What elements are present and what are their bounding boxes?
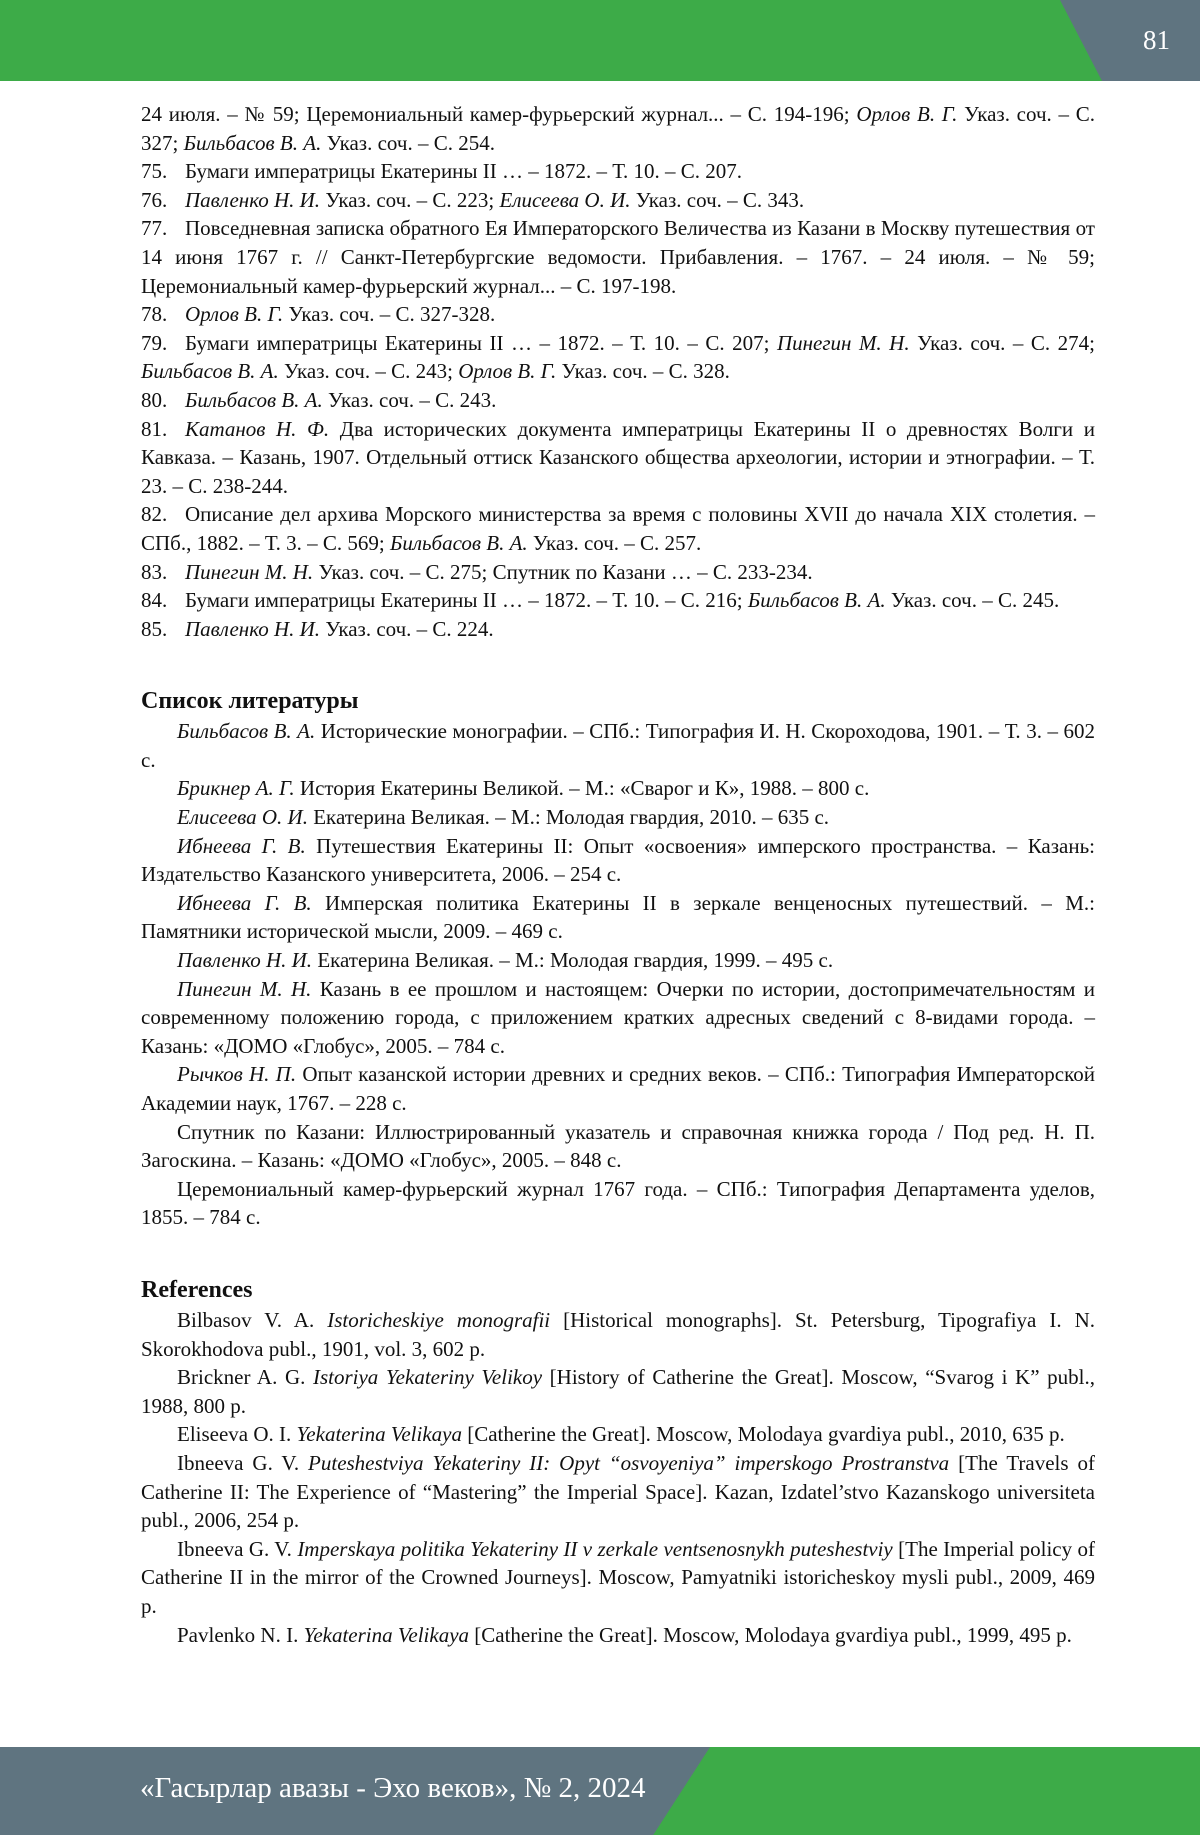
literature-item — [141, 1060, 1095, 1117]
text-segment: [Catherine the Great]. Moscow, Molodaya gvardiya publ., 2010, 635 p. — [461, 1422, 1065, 1447]
italic-segment: Пинегин М. Н. — [177, 976, 312, 1001]
text-segment: История Екатерины Великой. – М.: «Сварог и К», 1988. – 800 с. — [294, 776, 870, 801]
text-segment: Указ. соч. – С. 328. — [556, 359, 730, 384]
literature-heading: Список литературы — [141, 688, 359, 715]
endnote-number: 83. — [141, 559, 168, 584]
endnote — [141, 500, 1095, 557]
text-segment: Bilbasov V. A. — [177, 1307, 328, 1332]
literature-item — [141, 946, 1095, 975]
italic-segment: Бильбасов В. А. — [141, 359, 279, 384]
italic-segment: Ибнеева Г. В. — [177, 833, 306, 858]
text-segment: Ibneeva G. V. — [177, 1450, 309, 1475]
endnote — [141, 214, 1095, 300]
reference-item — [141, 1363, 1095, 1420]
endnote-number: 77. — [141, 216, 168, 241]
references-heading: References — [141, 1276, 253, 1303]
endnote-number: 75. — [141, 159, 168, 184]
text-segment: [The Travels of Catherine II: The Experience of “Mastering” the Imperial Space]. Kazan, Izdatel’stvo Kazanskogo universiteta publ., 2006, 254 p. — [141, 1450, 1095, 1533]
italic-segment: Istoriya Yekateriny Velikoy — [312, 1365, 543, 1390]
reference-item — [141, 1420, 1095, 1449]
text-segment: Указ. соч. – С. 243. — [322, 387, 497, 412]
endnote — [141, 300, 1095, 329]
italic-segment: Елисеева О. И. — [177, 805, 308, 830]
endnotes-list — [141, 100, 1095, 643]
text-segment: Указ. соч. – С. 274; — [909, 330, 1095, 355]
literature-item — [141, 774, 1095, 803]
endnote — [141, 100, 1095, 157]
italic-segment: Бильбасов В. А. — [185, 387, 323, 412]
text-segment: Спутник по Казани: Иллюстрированный указатель и справочная книжка города / Под ред. Н. П. Загоскина. – Казань: «ДОМО «Глобус», 2005. – 848 с. — [141, 1119, 1095, 1173]
references-list — [141, 1306, 1095, 1649]
endnote-number: 76. — [141, 187, 168, 212]
endnote-number: 82. — [141, 502, 168, 527]
text-segment: Указ. соч. – С. 343. — [630, 187, 805, 212]
text-segment: Ibneeva G. V. — [177, 1536, 298, 1561]
text-segment: Путешествия Екатерины II: Опыт «освоения» имперского пространства. – Казань: Издательство Казанского университета, 2006. – 254 с. — [141, 833, 1096, 887]
endnote-number: 79. — [141, 330, 168, 355]
text-segment: Бумаги императрицы Екатерины II … – 1872. – Т. 10. – С. 207; — [185, 330, 777, 355]
literature-item — [141, 1175, 1095, 1232]
endnote — [141, 386, 1095, 415]
literature-list — [141, 717, 1095, 1232]
italic-segment: Бильбасов В. А. — [747, 588, 886, 613]
italic-segment: Павленко Н. И. — [185, 616, 321, 641]
endnote — [141, 586, 1095, 615]
reference-item — [141, 1306, 1095, 1363]
italic-segment: Пинегин М. Н. — [185, 559, 314, 584]
literature-item — [141, 889, 1095, 946]
italic-segment: Пинегин М. Н. — [776, 330, 910, 355]
literature-item — [141, 975, 1095, 1061]
text-segment: Указ. соч. – С. 223; — [320, 187, 500, 212]
endnote — [141, 615, 1095, 644]
italic-segment: Павленко Н. И. — [177, 948, 313, 973]
italic-segment: Рычков Н. П. — [177, 1062, 297, 1087]
endnote-number: 85. — [141, 616, 168, 641]
text-segment: Eliseeva O. I. — [177, 1422, 297, 1447]
reference-item — [141, 1535, 1095, 1621]
italic-segment: Катанов Н. Ф. — [185, 416, 330, 441]
text-segment: Указ. соч. – С. 245. — [885, 588, 1060, 613]
endnote-number: 81. — [141, 416, 168, 441]
text-segment: Указ. соч. – С. 275; Спутник по Казани … – С. 233-234. — [313, 559, 813, 584]
italic-segment: Орлов В. Г. — [185, 302, 284, 327]
italic-segment: Орлов В. Г. — [856, 102, 958, 126]
text-segment: [The Imperial policy of Catherine II in the mirror of the Crowned Journeys]. Moscow, Pamyatniki istoricheskoy mysli publ., 2009, 469 p. — [141, 1536, 1095, 1618]
italic-segment: Орлов В. Г. — [458, 359, 557, 384]
endnote — [141, 157, 1095, 186]
italic-segment: Imperskaya politika Yekateriny II v zerkale ventsenosnykh puteshestviy — [297, 1536, 893, 1561]
text-segment: Brickner A. G. — [177, 1365, 313, 1390]
page-content — [141, 100, 1095, 1649]
text-segment: Указ. соч. – С. 243; — [278, 359, 459, 384]
text-segment: Описание дел архива Морского министерства за время с половины XVII до начала XIX столетия. – СПб., 1882. – Т. 3. – С. 569; — [141, 502, 1095, 555]
endnote-number: 80. — [141, 387, 168, 412]
text-segment: Казань в ее прошлом и настоящем: Очерки по истории, достопримечательностям и современному положению города, с приложением кратких адресных сведений с 8-видами города. – Казань: «ДОМО «Глобус», 2005. – 784 с. — [141, 976, 1095, 1058]
endnote — [141, 415, 1095, 501]
text-segment: Екатерина Великая. – М.: Молодая гвардия, 2010. – 635 с. — [307, 805, 830, 830]
literature-item — [141, 1118, 1095, 1175]
text-segment: Бумаги императрицы Екатерины II … – 1872. – Т. 10. – С. 216; — [185, 588, 748, 613]
reference-item — [141, 1621, 1095, 1650]
reference-item — [141, 1449, 1095, 1535]
endnote — [141, 329, 1095, 386]
endnote-number: 84. — [141, 588, 168, 613]
literature-item — [141, 717, 1095, 774]
text-segment: Исторические монографии. – СПб.: Типография И. Н. Скороходова, 1901. – Т. 3. – 602 с. — [141, 719, 1095, 772]
text-segment: Указ. соч. – С. 327-328. — [283, 302, 496, 327]
header-band — [0, 0, 1200, 81]
italic-segment: Yekaterina Velikaya — [303, 1622, 470, 1647]
italic-segment: Puteshestviya Yekateriny II: Opyt “osvoyeniya” imperskogo Prostranstva — [308, 1450, 950, 1475]
text-segment: Указ. соч. – С. 327; — [141, 102, 1096, 155]
italic-segment: Елисеева О. И. — [499, 187, 631, 212]
italic-segment: Павленко Н. И. — [185, 187, 321, 212]
endnote-number: 78. — [141, 302, 168, 327]
endnote — [141, 558, 1095, 587]
text-segment: Бумаги императрицы Екатерины II … – 1872. – Т. 10. – С. 207. — [185, 159, 743, 184]
text-segment: Указ. соч. – С. 257. — [527, 530, 702, 555]
italic-segment: Ибнеева Г. В. — [177, 890, 312, 915]
italic-segment: Istoricheskiye monografii — [327, 1307, 551, 1332]
text-segment: [History of Catherine the Great]. Moscow, “Svarog i K” publ., 1988, 800 p. — [141, 1365, 1095, 1418]
italic-segment: Yekaterina Velikaya — [296, 1422, 462, 1447]
literature-item — [141, 832, 1095, 889]
text-segment: Указ. соч. – С. 224. — [320, 616, 494, 641]
text-segment: Указ. соч. – С. 254. — [321, 130, 495, 155]
text-segment: Екатерина Великая. – М.: Молодая гвардия, 1999. – 495 с. — [312, 948, 834, 973]
italic-segment: Брикнер А. Г. — [177, 776, 295, 801]
text-segment: [Catherine the Great]. Moscow, Molodaya gvardiya publ., 1999, 495 p. — [469, 1622, 1072, 1647]
page-number: 81 — [1143, 25, 1170, 55]
italic-segment: Бильбасов В. А. — [183, 130, 322, 155]
text-segment: Повседневная записка обратного Ея Императорского Величества из Казани в Москву путешествия от 14 июня 1767 г. // Санкт-Петербургские ведомости. Прибавления. – 1767. – 24 июля. – № 59; Церемониальный камер-фурьерский журнал... – С. 197-198. — [141, 216, 1095, 298]
text-segment: Два исторических документа императрицы Екатерины II о древностях Волги и Кавказа. – Казань, 1907. Отдельный оттиск Казанского общества археологии, истории и этнографии. – Т. 23. – С. 238-244. — [141, 416, 1095, 498]
journal-title: «Гасырлар авазы - Эхо веков», № 2, 2024 — [140, 1772, 646, 1804]
italic-segment: Бильбасов В. А. — [389, 530, 528, 555]
text-segment: Pavlenko N. I. — [177, 1622, 304, 1647]
italic-segment: Бильбасов В. А. — [177, 719, 316, 744]
text-segment: 24 июля. – № 59; Церемониальный камер-фурьерский журнал... – С. 194-196; — [141, 102, 857, 126]
literature-item — [141, 803, 1095, 832]
text-segment: Церемониальный камер-фурьерский журнал 1767 года. – СПб.: Типография Департамента уделов, 1855. – 784 с. — [141, 1176, 1095, 1230]
endnote — [141, 186, 1095, 215]
text-segment: Имперская политика Екатерины II в зеркале венценосных путешествий. – М.: Памятники исторической мысли, 2009. – 469 с. — [141, 890, 1095, 944]
text-segment: Опыт казанской истории древних и средних веков. – СПб.: Типография Императорской Академии наук, 1767. – 228 с. — [141, 1062, 1095, 1115]
text-segment: [Historical monographs]. St. Petersburg, Tipografiya I. N. Skorokhodova publ., 1901, vol. 3, 602 p. — [141, 1307, 1095, 1361]
